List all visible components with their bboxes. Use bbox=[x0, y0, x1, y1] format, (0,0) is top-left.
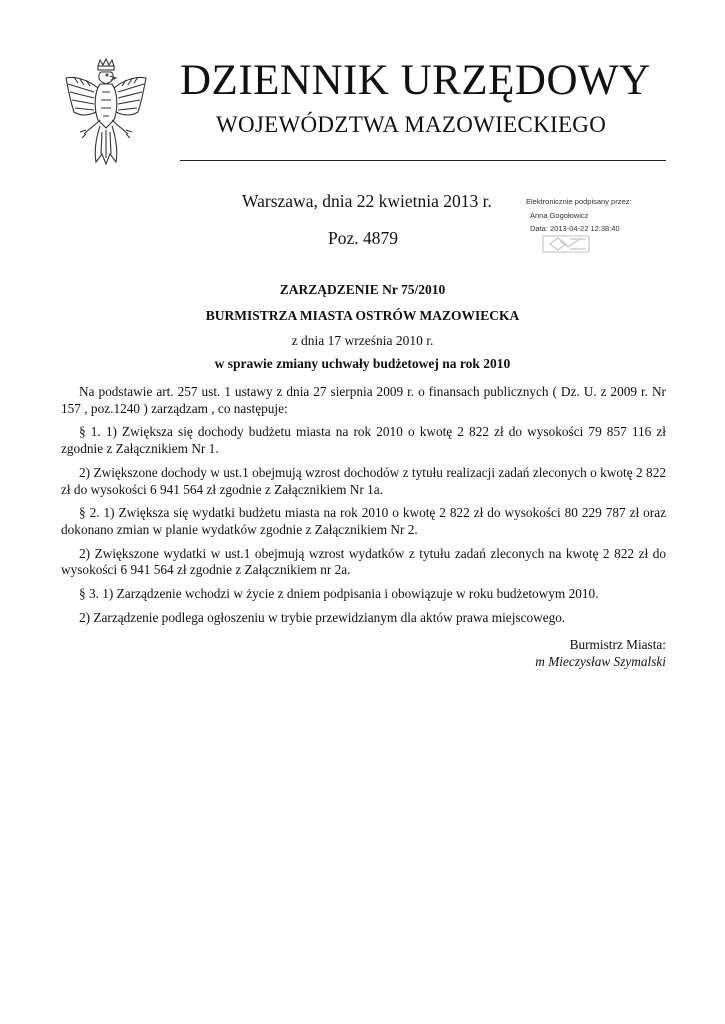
ordinance-date: z dnia 17 września 2010 r. bbox=[291, 333, 434, 348]
publication-date: Warszawa, dnia 22 kwietnia 2013 r. bbox=[242, 191, 492, 211]
signature-check-icon bbox=[542, 233, 592, 255]
paragraph: Na podstawie art. 257 ust. 1 ustawy z dnia 27 sierpnia 2009 r. o finansach publicznych ( Dz. U. z 2009 r. Nr 157 , poz.1240 ) zarządzam , co następuje: bbox=[61, 384, 666, 416]
journal-title: DZIENNIK URZĘDOWY bbox=[180, 57, 651, 104]
paragraph: 2) Zwiększone wydatki w ust.1 obejmują wzrost wydatków z tytułu zadań zleconych na kwotę 2 822 zł do wysokości 6 941 564 zł zgodnie z Załącznikiem nr 2a. bbox=[61, 545, 666, 578]
journal-subtitle: WOJEWÓDZTWA MAZOWIECKIEGO bbox=[216, 112, 607, 137]
paragraph: § 2. 1) Zwiększa się wydatki budżetu miasta na rok 2010 o kwotę 2 822 zł do wysokości 80 229 787 zł oraz dokonano zmian w planie wydatków zgodnie z Załącznikiem Nr 2. bbox=[61, 505, 666, 537]
electronic-signature bbox=[526, 197, 666, 257]
ordinance-subject: w sprawie zmiany uchwały budżetowej na rok 2010 bbox=[214, 356, 511, 371]
signature-label: Elektronicznie podpisany przez: bbox=[526, 197, 632, 206]
ordinance-body bbox=[61, 384, 666, 633]
position-number: Poz. 4879 bbox=[328, 228, 398, 248]
header-divider bbox=[180, 160, 666, 161]
paragraph: 2) Zwiększone dochody w ust.1 obejmują wzrost dochodów z tytułu realizacji zadań zleconych o kwotę 2 822 zł do wysokości 6 941 564 zł zgodnie z Załącznikiem Nr 1a. bbox=[61, 464, 666, 497]
signer-name: m Mieczysław Szymalski bbox=[535, 654, 666, 669]
paragraph: § 1. 1) Zwiększa się dochody budżetu miasta na rok 2010 o kwotę 2 822 zł do wysokości 79 857 116 zł zgodnie z Załącznikiem Nr 1. bbox=[61, 424, 666, 457]
eagle-emblem-icon bbox=[60, 58, 152, 166]
ordinance-issuer: BURMISTRZA MIASTA OSTRÓW MAZOWIECKA bbox=[205, 308, 520, 323]
signature-date: Data: 2013-04-22 12:38:40 bbox=[530, 224, 620, 233]
signature-signer: Anna Gogołowicz bbox=[530, 211, 589, 220]
signer-role: Burmistrz Miasta: bbox=[569, 637, 666, 652]
ordinance-number: ZARZĄDZENIE Nr 75/2010 bbox=[279, 282, 446, 297]
paragraph: 2) Zarządzenie podlega ogłoszeniu w trybie przewidzianym dla aktów prawa miejscowego. bbox=[79, 609, 566, 625]
paragraph: § 3. 1) Zarządzenie wchodzi w życie z dniem podpisania i obowiązuje w roku budżetowym 2010. bbox=[79, 585, 599, 601]
